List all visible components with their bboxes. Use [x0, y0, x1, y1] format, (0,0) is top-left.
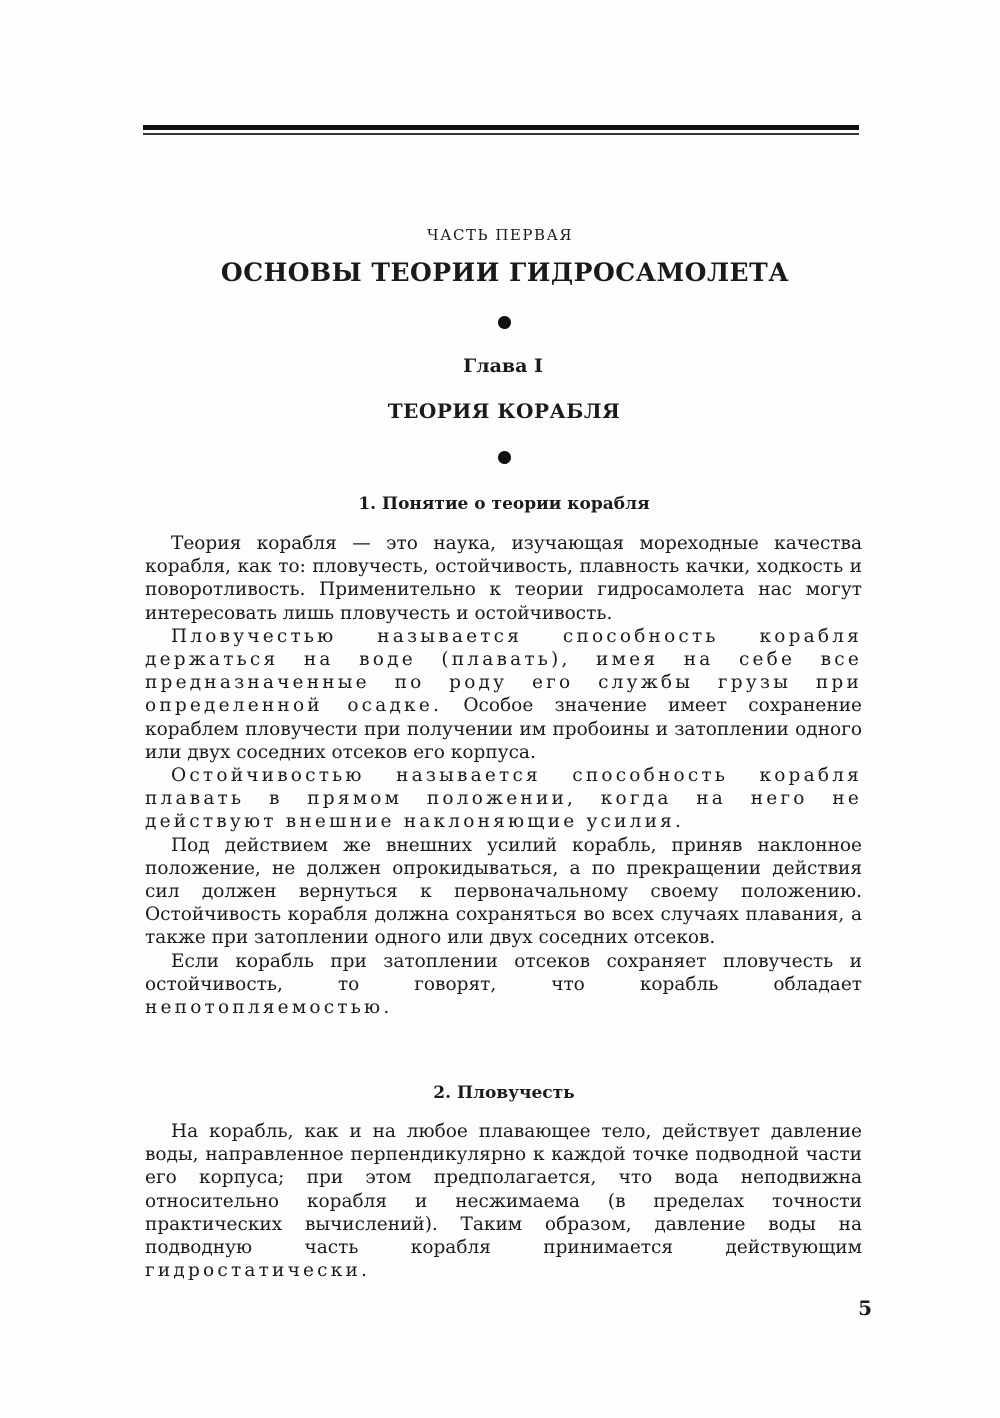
bullet-ornament [498, 316, 511, 329]
paragraph: Под действием же внешних усилий корабль, приняв наклонное положение, не должен опрокидываться, а по прекращении действия сил должен вернуться к первоначальному своему положению. Остойчивость корабля должна сохраняться во всех случаях плавания, а также при затоплении одного или двух соседних отсеков. [145, 834, 862, 949]
section-body [145, 532, 862, 1019]
chapter-title: ТЕОРИЯ КОРАБЛЯ [387, 399, 621, 423]
top-rule-thin [143, 133, 859, 135]
paragraph [145, 764, 862, 834]
paragraph [145, 625, 862, 764]
paragraph [145, 1120, 862, 1282]
section-body [145, 1120, 862, 1282]
spaced-text: гидростатически. [145, 1260, 371, 1282]
section-title: 1. Понятие о теории корабля [358, 494, 650, 514]
spaced-text: Остойчивостью называется способность корабля плавать в прямом положении, когда на него не действуют внешние наклоняющие усилия. [145, 765, 862, 833]
chapter-label: Глава I [463, 355, 543, 377]
bullet-ornament [498, 451, 511, 464]
part-title: ОСНОВЫ ТЕОРИИ ГИДРОСАМОЛЕТА [220, 258, 790, 287]
spaced-text: Пловучестью называется способность корабля держаться на воде (плавать), имея на себе все предназначенные по роду его службы грузы при определенной осадке. [145, 625, 862, 717]
paragraph [145, 950, 862, 1020]
top-rule [143, 125, 859, 130]
text: На корабль, как и на любое плавающее тело, действует давление воды, направленное перпендикулярно к каждой точке подводной части его корпуса; при этом предполагается, что вода неподвижна относительно корабля и несжимаема (в пределах точности практических вычислений). Таким образом, давление воды на подводную часть корабля принимается действующим [145, 1121, 862, 1259]
spaced-text: непотопляемостью. [145, 997, 393, 1019]
part-label: ЧАСТЬ ПЕРВАЯ [427, 226, 573, 244]
page-number: 5 [858, 1296, 872, 1320]
text: Особое значение имеет сохранение кораблем пловучести при получении им пробоины и затоплении одного или двух соседних отсеков его корпуса. [145, 695, 862, 763]
text: Если корабль при затоплении отсеков сохраняет пловучесть и остойчивость, то говорят, что корабль обладает [145, 950, 862, 995]
section-title: 2. Пловучесть [433, 1083, 575, 1103]
paragraph: Теория корабля — это наука, изучающая мореходные качества корабля, как то: пловучесть, остойчивость, плавность качки, ходкость и поворотливость. Применительно к теории гидросамолета нас могут интересовать лишь пловучесть и остойчивость. [145, 533, 862, 624]
